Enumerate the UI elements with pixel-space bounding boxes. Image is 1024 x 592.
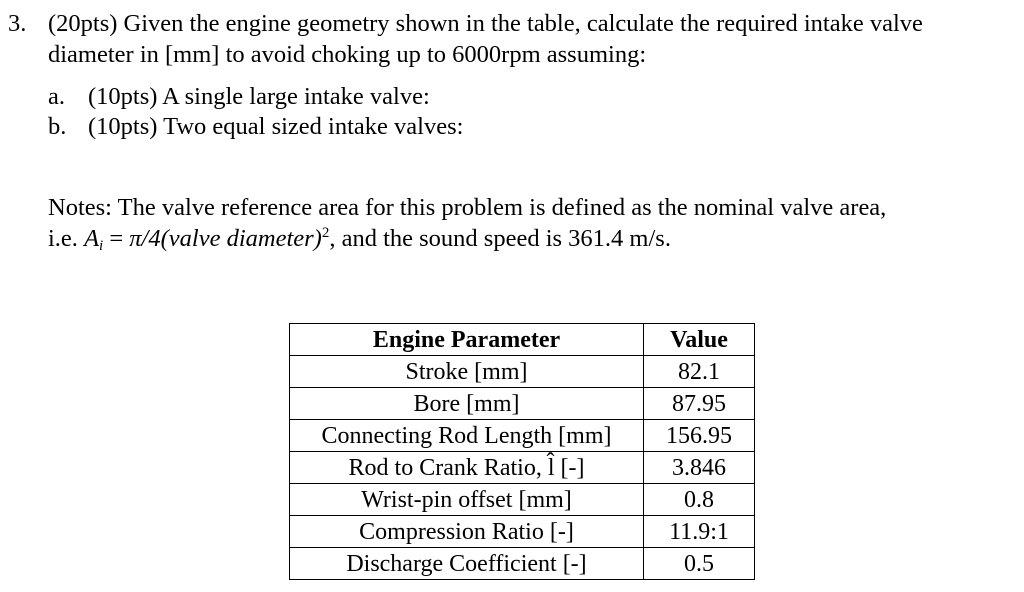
parameter-cell: Wrist-pin offset [mm]	[290, 484, 644, 516]
area-subscript: i	[99, 238, 104, 254]
parameter-cell: Bore [mm]	[290, 388, 644, 420]
value-cell: 0.5	[644, 548, 755, 580]
parameter-cell: Stroke [mm]	[290, 356, 644, 388]
table-header-row	[290, 324, 755, 356]
area-symbol: A	[84, 225, 100, 252]
part-b-text: (10pts) Two equal sized intake valves:	[88, 113, 464, 140]
question-text-line-2: diameter in [mm] to avoid choking up to 6000rpm assuming:	[48, 41, 647, 68]
parameter-cell: Discharge Coefficient [-]	[290, 548, 644, 580]
notes-prefix: i.e.	[48, 225, 85, 252]
table-row	[290, 420, 755, 452]
value-cell: 11.9:1	[644, 516, 755, 548]
table-row	[290, 388, 755, 420]
part-b-letter: b.	[48, 113, 67, 140]
notes-suffix: , and the sound speed is 361.4 m/s.	[329, 225, 671, 252]
question-text-line-1: (20pts) Given the engine geometry shown in the table, calculate the required intake valve	[48, 10, 923, 37]
header-value: Value	[644, 324, 755, 356]
equals-sign: =	[103, 225, 130, 252]
part-a-letter: a.	[48, 83, 65, 110]
table-row	[290, 452, 755, 484]
table-row	[290, 484, 755, 516]
value-cell: 3.846	[644, 452, 755, 484]
table-row	[290, 516, 755, 548]
question-number: 3.	[8, 10, 27, 37]
notes-line-1: Notes: The valve reference area for this problem is defined as the nominal valve area,	[48, 194, 887, 221]
engine-parameters-table	[289, 323, 755, 580]
value-cell: 82.1	[644, 356, 755, 388]
parameter-cell: Compression Ratio [-]	[290, 516, 644, 548]
value-cell: 156.95	[644, 420, 755, 452]
header-engine-parameter: Engine Parameter	[290, 324, 644, 356]
parameter-cell: Rod to Crank Ratio, l̂ [-]	[290, 452, 644, 484]
area-formula: π/4(valve diameter)	[129, 225, 322, 252]
part-a-text: (10pts) A single large intake valve:	[88, 83, 430, 110]
parameter-cell: Connecting Rod Length [mm]	[290, 420, 644, 452]
value-cell: 87.95	[644, 388, 755, 420]
value-cell: 0.8	[644, 484, 755, 516]
table-row	[290, 548, 755, 580]
notes-line-2	[48, 224, 671, 254]
formula-exponent: 2	[321, 225, 330, 241]
table-row	[290, 356, 755, 388]
